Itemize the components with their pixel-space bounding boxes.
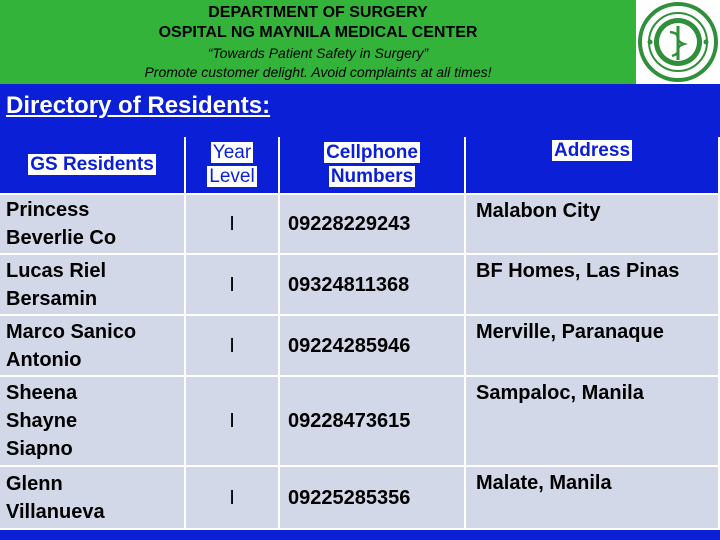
year-level-cell: I xyxy=(186,377,280,467)
resident-name-line: Lucas Riel xyxy=(6,259,107,282)
table-row xyxy=(0,316,720,377)
table-row xyxy=(0,195,720,255)
table-row xyxy=(0,377,720,467)
resident-name-line: Bersamin xyxy=(6,287,98,310)
resident-name-cell xyxy=(0,316,186,377)
header-banner xyxy=(0,0,636,84)
address-cell: Merville, Paranaque xyxy=(466,316,720,377)
resident-name-line: Shayne xyxy=(6,410,78,432)
department-title: DEPARTMENT OF SURGERY xyxy=(208,4,428,21)
phone-cell: 09228229243 xyxy=(280,195,466,255)
resident-name-line: Villanueva xyxy=(6,500,105,523)
phone-cell: 09228473615 xyxy=(280,377,466,467)
header-phone-label-2: Numbers xyxy=(330,166,414,187)
year-level-cell: I xyxy=(186,467,280,530)
header-phone-label-1: Cellphone xyxy=(326,142,418,163)
header-address xyxy=(466,137,720,195)
resident-name-line: Glenn xyxy=(6,472,63,495)
department-seal-icon xyxy=(636,0,720,84)
header-phone xyxy=(280,137,466,195)
phone-cell: 09324811368 xyxy=(280,255,466,316)
year-level-cell: I xyxy=(186,316,280,377)
resident-name-cell xyxy=(0,195,186,255)
table-header-row xyxy=(0,137,720,195)
header-year-label-1: Year xyxy=(212,142,252,163)
table-row xyxy=(0,255,720,316)
address-cell: BF Homes, Las Pinas xyxy=(466,255,720,316)
header-motto: “Towards Patient Safety in Surgery” xyxy=(207,45,429,61)
resident-name-cell xyxy=(0,255,186,316)
residents-table xyxy=(0,137,720,530)
directory-title: Directory of Residents: xyxy=(6,92,271,119)
resident-name-cell xyxy=(0,467,186,530)
header-name-label: GS Residents xyxy=(30,154,154,175)
resident-name-line: Princess xyxy=(6,199,90,221)
resident-name-line: Antonio xyxy=(6,348,82,371)
resident-name-cell xyxy=(0,377,186,467)
header-year xyxy=(186,137,280,195)
header-address-label: Address xyxy=(553,140,631,161)
address-cell: Malate, Manila xyxy=(466,467,720,530)
year-level-cell: I xyxy=(186,255,280,316)
header-name xyxy=(0,137,186,195)
phone-cell: 09225285356 xyxy=(280,467,466,530)
year-level-cell: I xyxy=(186,195,280,255)
header-year-label-2: Level xyxy=(209,166,255,187)
resident-name-line: Beverlie Co xyxy=(6,227,117,249)
header-slogan: Promote customer delight. Avoid complaints at all times! xyxy=(144,64,492,80)
phone-cell: 09224285946 xyxy=(280,316,466,377)
table-row xyxy=(0,467,720,530)
resident-name-line: Marco Sanico xyxy=(6,320,137,343)
hospital-name: OSPITAL NG MAYNILA MEDICAL CENTER xyxy=(158,24,478,41)
logo-container xyxy=(636,0,720,84)
resident-name-line: Sheena xyxy=(6,382,78,404)
resident-name-line: Siapno xyxy=(6,438,73,460)
address-cell: Malabon City xyxy=(466,195,720,255)
address-cell: Sampaloc, Manila xyxy=(466,377,720,467)
